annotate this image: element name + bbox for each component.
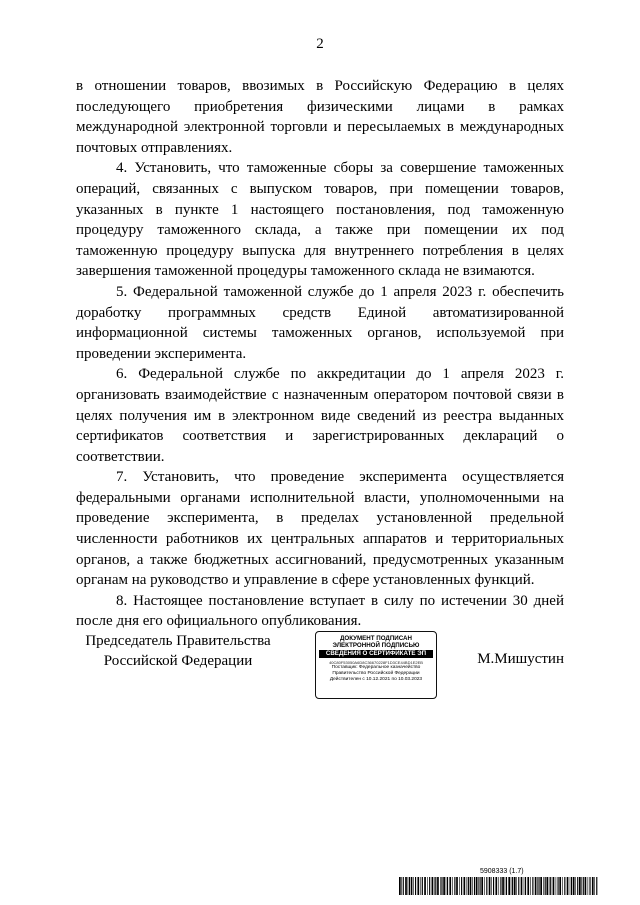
barcode-bar [472,877,473,895]
barcode-bar [435,877,436,895]
barcode-bar [538,877,539,895]
barcode-bar [524,877,525,895]
barcode-bar [592,877,594,895]
signer-title [78,631,278,671]
barcode-bar [420,877,421,895]
barcode-bar [521,877,523,895]
barcode-bar [567,877,569,895]
barcode-bar [546,877,548,895]
barcode-bar [514,877,516,895]
paragraph-item-8: 8. Настоящее постановление вступает в силу по истечении 30 дней после дня его официального опубликования. [76,592,564,630]
barcode-bar [468,877,469,895]
barcode-bar [443,877,445,895]
barcode-bar [581,877,582,895]
barcode-bar [553,877,555,895]
paragraph-item-5: 5. Федеральной таможенной службе до 1 апреля 2023 г. обеспечить доработку программных средств Единой автоматизированной информационной системы таможенных органов, используемой при проведении эксперимента. [76,283,564,362]
barcode-bar [537,877,538,895]
barcode-bar [413,877,414,895]
barcode-bar [464,877,466,895]
barcode-bar [506,877,507,895]
electronic-signature-stamp [315,631,437,699]
barcode-bar [512,877,513,895]
barcode-bar [550,877,551,895]
barcode-bar [454,877,455,895]
barcode-bar [564,877,565,895]
barcode-bar [422,877,423,895]
barcode [399,877,599,895]
barcode-bar [417,877,419,895]
stamp-validity: Действителен с 10.12.2021 по 10.03.2023 [329,677,423,682]
barcode-bar [502,877,504,895]
barcode-bar [480,877,481,895]
stamp-header [316,635,436,649]
barcode-bar [456,877,458,895]
barcode-bar [461,877,462,895]
barcode-bar [441,877,442,895]
stamp-header-line-1: ДОКУМЕНТ ПОДПИСАН [340,635,412,642]
barcode-bar [518,877,519,895]
barcode-bar [474,877,475,895]
barcode-bar [530,877,531,895]
barcode-bar [596,877,597,895]
barcode-bar [508,877,510,895]
barcode-bar [583,877,584,895]
barcode-bar [588,877,589,895]
stamp-supplier-line-1: Поставщик: Федеральное казначейство [331,665,421,670]
paragraph-item-7: 7. Установить, что проведение эксперимента осуществляется федеральными органами исполнительной власти, уполномоченными на проведение эксперимента, в пределах установленной предельной численности работников их центральных аппаратов и территориальных органов, а также бюджетных ассигнований, предусмотренных указанным органам на руководство и управление в сфере установленных функций. [76,469,564,589]
barcode-bar [408,877,409,895]
barcode-bar [532,877,533,895]
stamp-certificate-label: СВЕДЕНИЯ О СЕРТИФИКАТЕ ЭП [319,650,433,658]
paragraph-continuation: в отношении товаров, ввозимых в Российскую Федерацию в целях последующего приобретения физическими лицами в рамках международной электронной торговли и пересылаемых в международных почтовых отправлениях. [76,78,564,156]
barcode-bar [511,877,512,895]
barcode-bar [437,877,439,895]
barcode-bar [570,877,571,895]
barcode-bar [489,877,491,895]
barcode-bar [549,877,550,895]
barcode-bar [571,877,572,895]
barcode-bar [498,877,499,895]
paragraph-item-6: 6. Федеральной службе по аккредитации до 1 апреля 2023 г. организовать взаимодействие с назначенным оператором почтовой связи в целях получения им в электронном виде сведений из реестра выданных сертификатов соответствия и зарегистрированных деклараций о соответствии. [76,366,564,465]
barcode-bar [585,877,587,895]
document-body [76,76,564,632]
barcode-bar [579,877,581,895]
stamp-serial: 40C80F53050A6D8C36670228F1D3CE44BD1E2EB [329,660,423,665]
barcode-bar [559,877,561,895]
barcode-bar [481,877,483,895]
barcode-bar [505,877,506,895]
barcode-bar [411,877,413,895]
barcode-bar [452,877,453,895]
signer-name: М.Мишустин [477,651,564,667]
barcode-bar [446,877,447,895]
signer-title-line-1: Председатель Правительства [85,633,271,649]
barcode-bar [486,877,487,895]
stamp-supplier-line-2: Правительство Российской Федерации [332,671,420,676]
barcode-bar [467,877,468,895]
barcode-bar [543,877,544,895]
barcode-bar [476,877,478,895]
barcode-bar [562,877,563,895]
barcode-caption: 5908333 (1.7) [480,868,524,875]
barcode-bar [589,877,590,895]
barcode-bar [500,877,501,895]
barcode-bar [432,877,434,895]
barcode-bar [427,877,428,895]
barcode-bar [575,877,576,895]
barcode-bar [405,877,407,895]
barcode-bar [545,877,546,895]
barcode-bar [491,877,492,895]
barcode-bar [449,877,451,895]
barcode-bar [516,877,517,895]
barcode-bar [577,877,578,895]
barcode-bar [525,877,526,895]
page-number: 2 [316,36,324,52]
barcode-bar [403,877,404,895]
barcode-bar [401,877,402,895]
barcode-bar [484,877,485,895]
barcode-bar [447,877,448,895]
barcode-bar [440,877,441,895]
barcode-bar [409,877,410,895]
signer-title-line-2: Российской Федерации [103,653,253,669]
barcode-bar [540,877,542,895]
stamp-header-line-2: ЭЛЕКТРОННОЙ ПОДПИСЬЮ [332,642,420,649]
barcode-bar [478,877,479,895]
barcode-bar [556,877,557,895]
paragraph-item-4: 4. Установить, что таможенные сборы за совершение таможенных операций, связанных с выпуском товаров, при помещении товаров, указанных в пункте 1 настоящего постановления, под таможенную процедуру таможенного склада, а также при помещении их под таможенную процедуру выпуска для внутреннего потребления в целях завершения таможенной процедуры таможенного склада не взимаются. [76,160,564,280]
barcode-bar [594,877,595,895]
barcode-bar [429,877,430,895]
barcode-bar [470,877,472,895]
barcode-bar [535,877,537,895]
barcode-bar [495,877,497,895]
barcode-bar [459,877,460,895]
barcode-bar [424,877,426,895]
barcode-bar [573,877,575,895]
barcode-bar [558,877,559,895]
barcode-bar [399,877,401,895]
signature-block [76,629,564,699]
barcode-bar [493,877,494,895]
barcode-bar [434,877,435,895]
barcode-bar [415,877,416,895]
barcode-bar [527,877,529,895]
